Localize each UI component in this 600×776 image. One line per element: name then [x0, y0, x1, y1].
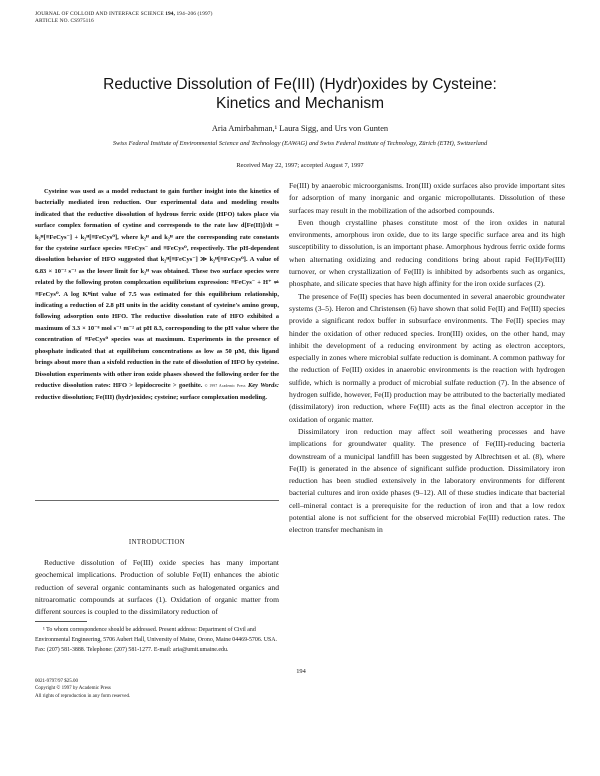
- received-date: Received May 22, 1997; accepted August 7, 1997: [236, 162, 364, 169]
- paragraph-2: Even though crystalline phases constitute most of the iron oxides in natural environments, amorphous iron oxide, due to its large specific surface area and its high susceptibility to dissolution, is an important phase. Amorphous hydrous ferric oxide forms when alternating oxidizing and reducing conditions bring about rapid Fe(II)/Fe(III) turnover, or when crystallization of Fe(III) is inhibited by adsorbents such as organics, phosphate, and silicate species that have high affinity for the iron oxide surfaces (2).: [289, 217, 565, 289]
- abstract-divider: [35, 500, 279, 501]
- right-column: [289, 180, 565, 537]
- abstract: [35, 186, 279, 404]
- author-list: Aria Amirbahman,¹ Laura Sigg, and Urs von Gunten: [211, 124, 389, 133]
- introduction-heading: INTRODUCTION: [128, 539, 186, 546]
- footnote-divider: [35, 621, 87, 622]
- keywords: reductive dissolution; Fe(III) (hydr)oxides; cysteine; surface complexation modeling.: [35, 394, 267, 402]
- publisher-note: © 1997 Academic Press: [204, 383, 246, 388]
- paragraph-1: Fe(III) by anaerobic microorganisms. Iron(III) oxide surfaces also provide important sites for adsorption of many inorganic and organic micropollutants. Dissolution of these surfaces may result in the mobilization of the adsorbed compounds.: [289, 181, 565, 215]
- paper-title: [40, 75, 560, 113]
- paragraph-3: The presence of Fe(II) species has been documented in several anaerobic groundwater systems (3–5). Heron and Christensen (6) have shown that solid Fe(II) and Fe(III) species provide a significant redox buffer in subsurface environments. The Fe(II) species may hinder the oxidation of other reduced species. Iron(III) oxides, on the other hand, may inhibit the development of a reducing environment by acting as electron acceptors, especially in zones where microbial sulfate reduction is dominant. A common pathway for the reduction of Fe(III) oxides in anaerobic environments is the reaction with hydrogen sulfide, which is normally a product of microbial sulfate reduction (7). In the absence of hydrogen sulfide, however, Fe(II) production may be attributed to the bacterially mediated (dissimilatory) iron reduction, where Fe(III) acts as the final electron acceptor in the oxidation of organic matter.: [289, 291, 565, 424]
- keywords-label: Key Words:: [247, 381, 280, 389]
- title-line-1: Reductive Dissolution of Fe(III) (Hydr)oxides by Cysteine:: [103, 76, 497, 93]
- journal-name: JOURNAL OF COLLOID AND INTERFACE SCIENCE: [35, 11, 164, 17]
- copyright-notice: Copyright © 1997 by Academic Press: [35, 686, 111, 692]
- copyright-block: [35, 678, 130, 700]
- correspondence-footnote: ¹ To whom correspondence should be addressed. Present address: Department of Civil and Environmental Engineering, 5706 Aubert Hall, University of Maine, Orono, Maine 04469-5706. USA. Fax: (207) 581-3888. Telephone: (207) 581-1277. E-mail: aria@umit.umaine.edu.: [35, 627, 277, 653]
- copyright-rights: All rights of reproduction in any form reserved.: [35, 693, 131, 699]
- journal-pages: 194–206 (1997): [176, 11, 213, 17]
- title-line-2: Kinetics and Mechanism: [216, 95, 384, 112]
- affiliation: Swiss Federal Institute of Environmental Science and Technology (EAWAG) and Swiss Federal Institute of Technology, Zürich (ETH), Switzerland: [112, 140, 488, 147]
- article-number: ARTICLE NO. CS975116: [35, 18, 94, 24]
- abstract-text: Cysteine was used as a model reductant to gain further insight into the kinetics of bacterially mediated iron reduction. Our experimental data and modeling results indicated that the reductive dissolution of hydrous ferric oxide (HFO) takes place via surface complex formation of cystine and corresponds to the rate law d[Fe(II)]/dt = k₂ᴴ[≡FeCys⁻] + k₂ᴴ[≡FeCys⁰], where k₂ᴴ and k₂ᴴ are the corresponding rate constants for the cysteine surface species ≡FeCys⁻ and ≡FeCys⁰, respectively. The pH-dependent dissolution behavior of HFO suggested that k₂ᴴ[≡FeCys⁻] ≫ k₂ᴴ[≡FeCys⁰]. A value of 6.83 × 10⁻² s⁻¹ as the lower limit for k₂ᴴ was obtained. These two surface species were related by the following proton complexation equilibrium expression: ≡FeCys⁻ + H⁺ ⇌ ≡FeCys⁰. A log Kᴴint value of 7.5 was estimated for this equilibrium relationship, indicating a reduction of 2.8 pH units in the acidity constant of cysteine's amino group, following adsorption onto HFO. The reductive dissolution rate of HFO exhibited a maximum of 3.3 × 10⁻⁸ mol s⁻¹ m⁻² at pH 8.3, corresponding to the pH value where the concentration of ≡FeCys⁰ species was at maximum. Experiments in the presence of phosphate indicated that at equilibrium concentrations as low as 50 μM, this ligand brings about more than a sixfold reduction in the rate of dissolution of HFO by cysteine. Dissolution experiments with other iron oxide phases showed the following order for the reductive dissolution rates: HFO > lepidocrocite > goethite.: [35, 188, 279, 389]
- page-number: 194: [296, 668, 306, 675]
- copyright-price: 0021-9797/97 $25.00: [35, 679, 79, 684]
- journal-header: [35, 11, 212, 25]
- paragraph-4: Dissimilatory iron reduction may affect soil weathering processes and have implications for groundwater quality. The presence of Fe(III)-reducing bacteria downstream of a municipal landfill has been suggested by Albrechtsen et al. (8), where Fe(II) is generated in the absence of significant sulfide production. Dissimilatory iron reduction has been studied extensively in the laboratory environments for different bacterial cultures and iron oxide phases (9–12). All of these studies indicate that bacterial cell–mineral contact is a prerequisite for the reduction of iron and that a low redox potential alone is not sufficient for the observed microbial Fe(III) reduction rates. The electron transfer mechanism in: [289, 426, 565, 535]
- introduction-text: Reductive dissolution of Fe(III) oxide species has many important geochemical implications. Production of soluble Fe(II) enhances the abiotic reduction of several organic contaminants such as halogenated organics and nitroaromatic compounds at surfaces (1). Oxidation of organic matter from different sources is coupled to the dissimilatory reduction of: [35, 558, 279, 617]
- journal-volume: 194,: [165, 11, 176, 17]
